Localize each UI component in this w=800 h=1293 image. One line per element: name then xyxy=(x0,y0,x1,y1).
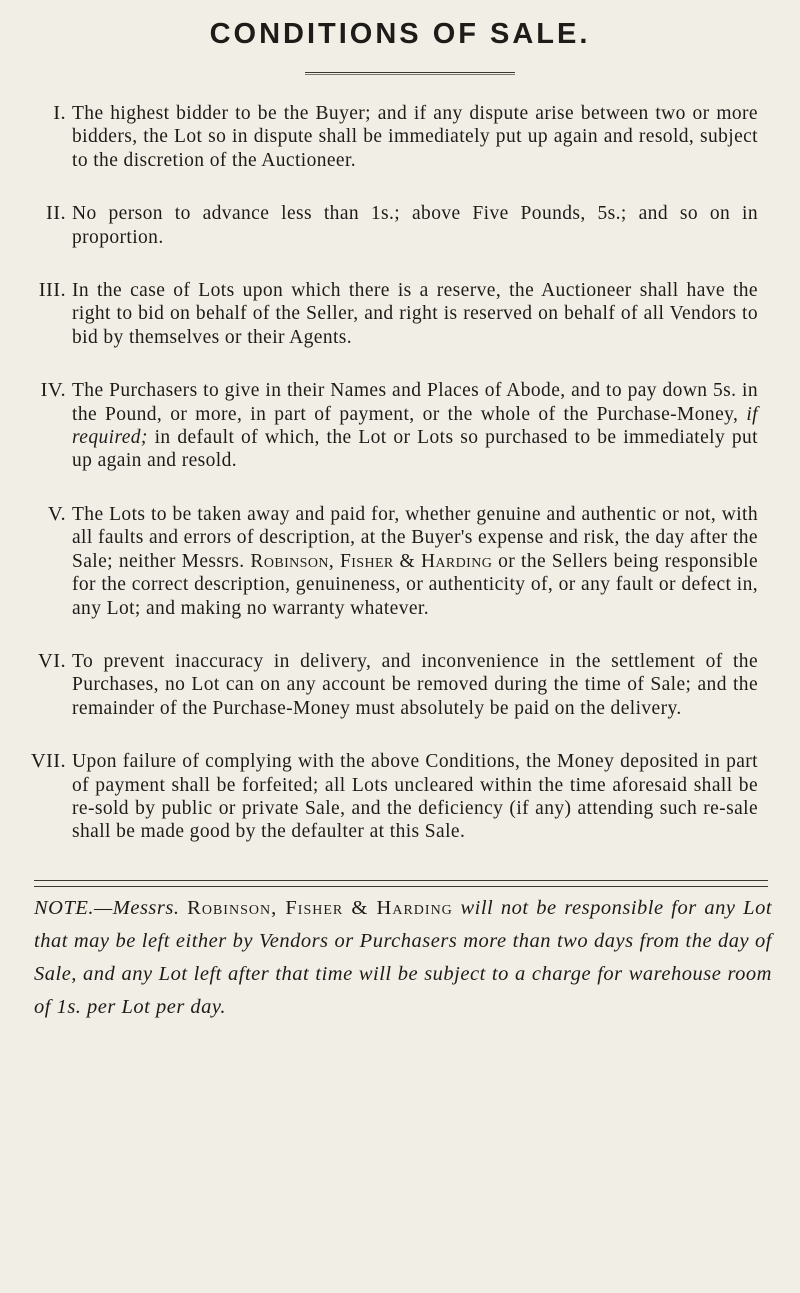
condition-number: VI. xyxy=(38,649,66,672)
condition-text-part: The Purchasers to give in their Names and Places of Abode, and to pay down 5s. in the Pound, or more, in part of payment, or the whole of the Purchase-Money, xyxy=(72,380,758,425)
condition-number: VII. xyxy=(30,750,66,773)
condition-text: In the case of Lots upon which there is a reserve, the Auctioneer shall have the right to bid on behalf of the Seller, and right is reserved on behalf of all Vendors to bid by themselves or their Agents. xyxy=(72,280,758,348)
condition-4 xyxy=(0,379,800,473)
condition-7 xyxy=(0,750,800,844)
firm-name: Robinson, Fisher & Harding xyxy=(250,550,493,572)
condition-text: To prevent inaccuracy in delivery, and inconvenience in the settlement of the Purchases, no Lot can on any account be removed during the time of Sale; and the remainder of the Purchase-Money must absolutely be paid on the delivery. xyxy=(72,650,758,719)
condition-text: No person to advance less than 1s.; above Five Pounds, 5s.; and so on in proportion. xyxy=(72,203,758,248)
condition-5 xyxy=(0,503,800,620)
note-label: NOTE.— xyxy=(34,897,113,919)
condition-number: IV. xyxy=(40,379,66,402)
condition-text: The highest bidder to be the Buyer; and if any dispute arise between two or more bidders, the Lot so in dispute shall be immediately put up again and resold, subject to the discretion of the Auctioneer. xyxy=(72,103,758,171)
condition-number: III. xyxy=(38,279,66,302)
section-divider xyxy=(34,880,768,887)
firm-name: Robinson, Fisher & Harding xyxy=(187,897,453,919)
conditions-list xyxy=(0,102,800,874)
page-title: CONDITIONS OF SALE. xyxy=(209,18,591,50)
condition-text-part: in default of which, the Lot or Lots so purchased to be immediately put up again and resold. xyxy=(72,427,758,472)
condition-number: I. xyxy=(53,102,66,124)
condition-text-part: The Lots to be taken away and paid for, whether genuine and authentic or not, with all faults and errors of description, at the Buyer's expense and risk, the day after the Sale; neither Messrs. xyxy=(72,503,758,572)
condition-6 xyxy=(0,650,800,720)
condition-number: V. xyxy=(47,502,66,525)
condition-text xyxy=(72,379,758,473)
condition-2 xyxy=(0,202,800,249)
title-underline xyxy=(305,72,515,75)
note-text: will not be responsible for any Lot that may be left either by Vendors or Purchasers more than two days from the day of Sale, and any Lot left after that time will be subject to a charge for warehouse room of 1s. per Lot per day. xyxy=(34,897,773,1018)
note-prefix: Messrs. xyxy=(112,897,180,919)
condition-text xyxy=(72,503,758,620)
note-paragraph xyxy=(34,892,772,1024)
condition-number: II. xyxy=(46,202,66,225)
condition-text: Upon failure of complying with the above Conditions, the Money deposited in part of payment shall be forfeited; all Lots uncleared within the time aforesaid shall be re-sold by public or private Sale, and the deficiency (if any) attending such re-sale shall be made good by the defaulter at this Sale. xyxy=(72,751,758,843)
condition-1 xyxy=(0,102,800,172)
condition-text-part: or the Sellers being responsible for the correct description, genuineness, or authenticity of, or any fault or defect in, any Lot; and making no warranty whatever. xyxy=(72,550,758,619)
condition-text-emphasis: if required; xyxy=(72,403,758,449)
condition-3 xyxy=(0,279,800,349)
